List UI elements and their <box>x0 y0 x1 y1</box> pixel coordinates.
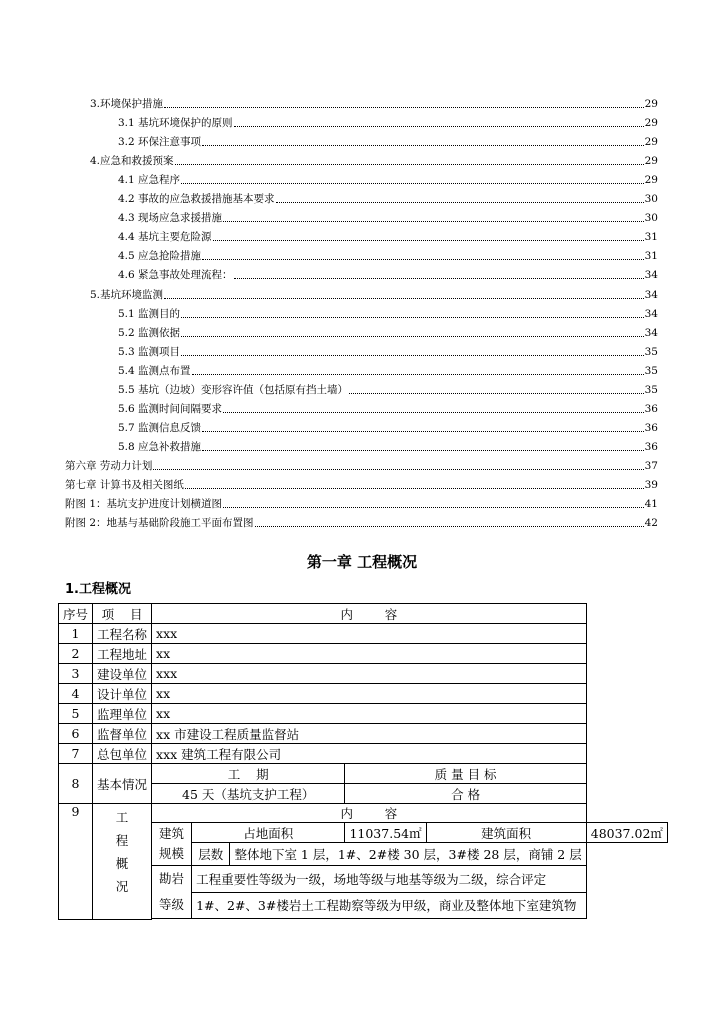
table-row <box>59 664 668 684</box>
row-value: xx 市建设工程质量监督站 <box>152 724 587 744</box>
header-item: 项 目 <box>93 604 152 624</box>
toc-leader-dots <box>213 240 644 241</box>
header-no: 序号 <box>59 604 93 624</box>
table-row <box>59 744 668 764</box>
toc-entry-title: 5.4 监测点布置 <box>118 364 191 377</box>
toc-entry-page: 30 <box>644 212 658 225</box>
toc-entry-page: 34 <box>644 326 658 339</box>
toc-entry-page: 34 <box>644 288 658 301</box>
duration-value: 45 天（基坑支护工程） <box>152 784 345 804</box>
toc-entry[interactable] <box>65 516 658 530</box>
table-header-row <box>59 604 668 624</box>
toc-entry-page: 36 <box>644 402 658 415</box>
survey-line-1: 工程重要性等级为一级，场地等级与地基等级为二级，综合评定 <box>192 866 587 893</box>
toc-entry-page: 41 <box>644 498 658 511</box>
row-item: 基本情况 <box>93 764 152 804</box>
toc-entry-page: 30 <box>644 193 658 206</box>
row-no: 5 <box>59 704 93 724</box>
toc-leader-dots <box>175 164 644 165</box>
overview-char: 况 <box>115 879 129 894</box>
toc-leader-dots <box>181 183 644 184</box>
toc-leader-dots <box>153 469 643 470</box>
toc-leader-dots <box>192 374 644 375</box>
toc-entry[interactable] <box>65 478 658 492</box>
toc-entry-title: 3.2 环保注意事项 <box>118 136 202 149</box>
toc-entry-page: 42 <box>644 517 658 530</box>
toc-entry-title: 5.1 监测目的 <box>118 307 181 320</box>
survey-grade-label <box>152 866 192 919</box>
toc-entry-title: 4.1 应急程序 <box>118 174 181 187</box>
toc-entry-page: 35 <box>644 345 658 358</box>
row-no: 2 <box>59 644 93 664</box>
toc-entry-title: 4.3 现场应急求援措施 <box>118 212 223 225</box>
toc-leader-dots <box>202 259 644 260</box>
row-value: xxx <box>152 664 587 684</box>
area-value: 11037.54㎡ <box>345 823 426 843</box>
toc-entry[interactable] <box>118 230 658 244</box>
toc-leader-dots <box>349 393 644 394</box>
toc-leader-dots <box>223 507 644 508</box>
toc-entry[interactable] <box>118 440 658 454</box>
row-item: 设计单位 <box>93 684 152 704</box>
toc-entry-page: 29 <box>644 117 658 130</box>
toc-entry-title: 5.6 监测时间间隔要求 <box>118 402 223 415</box>
toc-entry[interactable] <box>118 249 658 263</box>
row-no: 8 <box>59 764 93 804</box>
building-scale-label <box>152 823 192 866</box>
project-overview-table <box>58 603 668 920</box>
toc-leader-dots <box>181 336 644 337</box>
area-label: 占地面积 <box>192 823 345 843</box>
row-no: 9 <box>59 804 93 920</box>
toc-entry-page: 31 <box>644 250 658 263</box>
row-no: 6 <box>59 724 93 744</box>
table-row <box>59 644 668 664</box>
toc-entry-page: 29 <box>644 155 658 168</box>
toc-entry[interactable] <box>118 383 658 397</box>
toc-entry-page: 37 <box>644 459 658 472</box>
toc-entry-title: 3.1 基坑环境保护的原则 <box>118 117 233 130</box>
toc-leader-dots <box>181 317 644 318</box>
toc-entry[interactable] <box>118 192 658 206</box>
toc-entry-title: 3.环境保护措施 <box>90 98 164 110</box>
toc-leader-dots <box>164 107 644 108</box>
toc-entry-title: 4.5 应急抢险措施 <box>118 250 202 263</box>
table-row <box>59 764 668 784</box>
overview-char: 概 <box>115 856 129 871</box>
label-line: 勘岩 <box>159 871 185 886</box>
toc-leader-dots <box>202 145 644 146</box>
row-value: xx <box>152 644 587 664</box>
toc-leader-dots <box>255 526 644 527</box>
toc-leader-dots <box>234 126 644 127</box>
toc-entry-title: 5.2 监测依据 <box>118 326 181 339</box>
toc-leader-dots <box>234 278 644 279</box>
row-item: 监督单位 <box>93 724 152 744</box>
toc-entry[interactable] <box>118 116 658 130</box>
overview-char: 工 <box>115 810 129 825</box>
floors-label: 层数 <box>192 843 230 866</box>
toc-entry-title: 5.基坑环境监测 <box>90 288 164 301</box>
survey-line-2: 1#、2#、3#楼岩土工程勘察等级为甲级，商业及整体地下室建筑物 <box>192 892 587 919</box>
toc-entry-title: 5.8 应急补救措施 <box>118 440 202 453</box>
toc-entry-title: 附图 2：地基与基础阶段施工平面布置图 <box>65 517 254 530</box>
toc-entry-page: 36 <box>644 440 658 453</box>
toc-entry-title: 4.6 紧急事故处理流程： <box>118 269 233 282</box>
toc-leader-dots <box>181 355 644 356</box>
row-no: 1 <box>59 624 93 644</box>
header-content: 内 容 <box>152 604 587 624</box>
duration-header: 工 期 <box>152 764 345 784</box>
table-row <box>59 704 668 724</box>
section-title: 1.工程概况 <box>65 582 131 597</box>
table-row <box>59 724 668 744</box>
toc-entry[interactable] <box>90 97 658 111</box>
toc-entry-page: 34 <box>644 269 658 282</box>
toc-leader-dots <box>276 202 644 203</box>
row-item: 监理单位 <box>93 704 152 724</box>
toc-entry-title: 5.3 监测项目 <box>118 345 181 358</box>
toc-entry[interactable] <box>118 307 658 321</box>
row-value: xx <box>152 684 587 704</box>
toc-entry[interactable] <box>118 345 658 359</box>
label-line: 等级 <box>159 897 185 912</box>
row-item: 总包单位 <box>93 744 152 764</box>
toc-entry-title: 4.4 基坑主要危险源 <box>118 231 212 244</box>
toc-entry-page: 34 <box>644 307 658 320</box>
toc-entry-title: 第六章 劳动力计划 <box>65 459 153 472</box>
toc-entry-title: 第七章 计算书及相关图纸 <box>65 479 184 491</box>
build-area-value: 48037.02㎡ <box>586 823 667 843</box>
toc-entry[interactable] <box>90 154 658 168</box>
toc-entry-title: 5.7 监测信息反馈 <box>118 421 202 434</box>
row-value: xxx <box>152 624 587 644</box>
label-line: 规模 <box>159 846 185 861</box>
quality-header: 质 量 目 标 <box>345 764 586 784</box>
toc-entry-page: 36 <box>644 421 658 434</box>
toc-entry-title: 附图 1：基坑支护进度计划横道图 <box>65 498 223 511</box>
toc-entry-title: 4.2 事故的应急救援措施基本要求 <box>118 193 275 206</box>
toc-entry[interactable] <box>65 459 658 473</box>
toc-entry[interactable] <box>90 288 658 302</box>
toc-leader-dots <box>164 298 644 299</box>
row-no: 3 <box>59 664 93 684</box>
toc-entry[interactable] <box>118 135 658 149</box>
row-item: 工程名称 <box>93 624 152 644</box>
toc-entry[interactable] <box>118 326 658 340</box>
overview-label <box>93 804 152 920</box>
toc-entry[interactable] <box>118 173 658 187</box>
toc-entry[interactable] <box>118 402 658 416</box>
build-area-label: 建筑面积 <box>426 823 586 843</box>
toc-entry[interactable] <box>118 268 658 282</box>
toc-leader-dots <box>223 412 644 413</box>
table-row <box>59 804 668 823</box>
row-item: 工程地址 <box>93 644 152 664</box>
toc-entry-page: 35 <box>644 383 658 396</box>
row-item: 建设单位 <box>93 664 152 684</box>
overview-char: 程 <box>115 833 129 848</box>
row-no: 7 <box>59 744 93 764</box>
table-row <box>59 624 668 644</box>
row-value: xxx 建筑工程有限公司 <box>152 744 587 764</box>
quality-value: 合 格 <box>345 784 586 804</box>
chapter-title: 第一章 工程概况 <box>306 553 418 571</box>
toc-entry-title: 5.5 基坑（边坡）变形容许值（包括原有挡土墙） <box>118 383 349 396</box>
toc-entry-page: 29 <box>644 98 658 110</box>
toc-entry[interactable] <box>65 497 658 511</box>
toc-leader-dots <box>185 488 644 489</box>
toc-entry-title: 4.应急和救援预案 <box>90 155 174 168</box>
toc-entry[interactable] <box>118 364 658 378</box>
toc-entry-page: 29 <box>644 174 658 187</box>
toc-leader-dots <box>202 450 644 451</box>
toc-leader-dots <box>202 431 644 432</box>
toc-entry-page: 31 <box>644 231 658 244</box>
toc-entry[interactable] <box>118 211 658 225</box>
toc-entry-page: 29 <box>644 136 658 149</box>
content-header: 内 容 <box>152 804 587 823</box>
label-line: 建筑 <box>159 826 185 841</box>
toc-entry-page: 35 <box>644 364 658 377</box>
toc-leader-dots <box>223 221 644 222</box>
table-row <box>59 684 668 704</box>
floors-value: 整体地下室 1 层，1#、2#楼 30 层，3#楼 28 层，商铺 2 层 <box>230 843 586 866</box>
toc-entry-page: 39 <box>644 479 658 491</box>
toc-entry[interactable] <box>118 421 658 435</box>
row-value: xx <box>152 704 587 724</box>
row-no: 4 <box>59 684 93 704</box>
